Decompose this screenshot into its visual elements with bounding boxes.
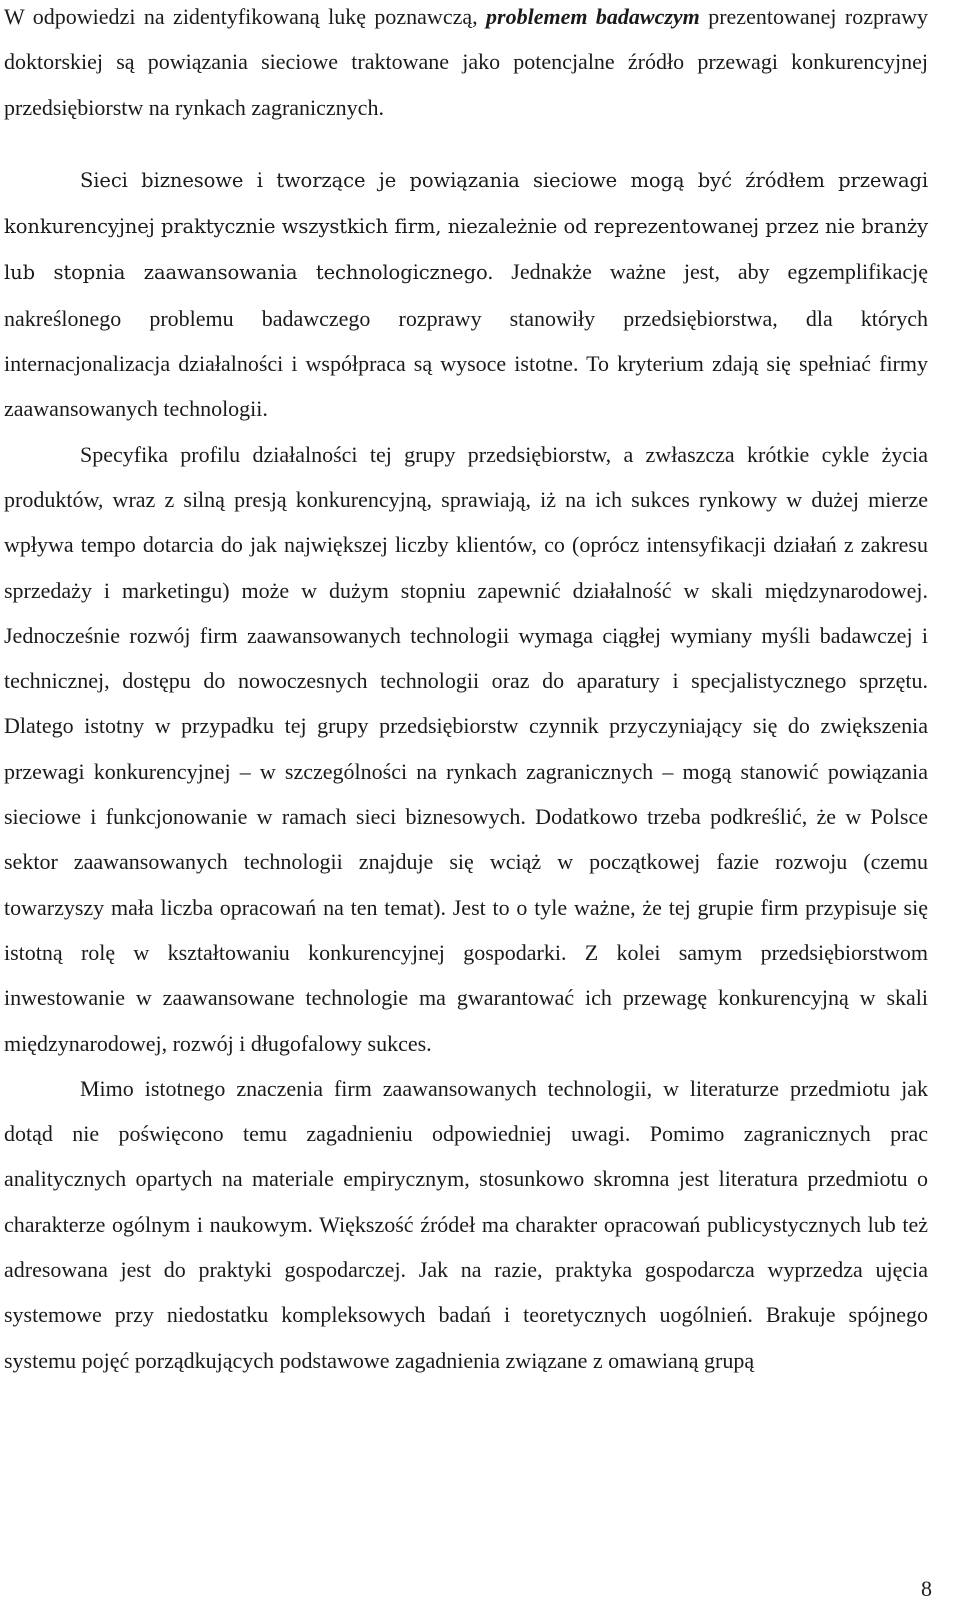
emphasized-term: problemem badawczym (486, 4, 700, 29)
paragraph-text: Jednakże ważne jest, aby egzemplifikację nakreślonego problemu badawczego rozprawy stanowiły przedsiębiorstwa, dla których internacjonalizacja działalności i współpraca są wysoce istotne. To kryterium zdają się spełniać firmy zaawansowanych technologii. (4, 259, 929, 422)
paragraph-literature-gap: Mimo istotnego znaczenia firm zaawansowanych technologii, w literaturze przedmiotu jak dotąd nie poświęcono temu zagadnieniu odpowiedniej uwagi. Pomimo zagranicznych prac analitycznych opartych na materiale empirycznym, stosunkowo skromna jest literatura przedmiotu o charakterze ogólnym i naukowym. Większość źródeł ma charakter opracowań publicystycznych lub też adresowana jest do praktyki gospodarczej. Jak na razie, praktyka gospodarcza wyprzedza ujęcia systemowe przy niedostatku kompleksowych badań i teoretycznych uogólnień. Brakuje spójnego systemu pojęć porządkujących podstawowe zagadnienia związane z omawianą grupą (4, 1075, 928, 1373)
page-number: 8 (921, 1576, 932, 1601)
paragraph-research-problem (4, 0, 928, 130)
document-page (4, 0, 928, 1383)
paragraph-text: W odpowiedzi na zidentyfikowaną lukę poznawczą, (4, 4, 487, 29)
paragraph-text: prezentowanej rozprawy doktorskiej są powiązania sieciowe traktowane jako potencjalne źródło przewagi konkurencyjnej przedsiębiorstw na rynkach zagranicznych. (4, 4, 928, 120)
paragraph-business-networks (4, 157, 928, 432)
paragraph-high-tech-specifics: Specyfika profilu działalności tej grupy przedsiębiorstw, a zwłaszcza krótkie cykle życia produktów, wraz z silną presją konkurencyjną, sprawiają, iż na ich sukces rynkowy w dużej mierze wpływa tempo dotarcia do jak największej liczby klientów, co (oprócz intensyfikacji działań z zakresu sprzedaży i marketingu) może w dużym stopniu zapewnić działalność w skali międzynarodowej. Jednocześnie rozwój firm zaawansowanych technologii wymaga ciągłej wymiany myśli badawczej i technicznej, dostępu do nowoczesnych technologii oraz do aparatury i specjalistycznego sprzętu. Dlatego istotny w przypadku tej grupy przedsiębiorstw czynnik przyczyniający się do zwiększenia przewagi konkurencyjnej – w szczególności na rynkach zagranicznych – mogą stanowić powiązania sieciowe i funkcjonowanie w ramach sieci biznesowych. Dodatkowo trzeba podkreślić, że w Polsce sektor zaawansowanych technologii znajduje się wciąż w początkowej fazie rozwoju (czemu towarzyszy mała liczba opracowań na ten temat). Jest to o tyle ważne, że tej grupie firm przypisuje się istotną rolę w kształtowaniu konkurencyjnej gospodarki. Z kolei samym przedsiębiorstwom inwestowanie w zaawansowane technologie ma gwarantować ich przewagę konkurencyjną w skali międzynarodowej, rozwój i długofalowy sukces. (4, 441, 928, 1056)
paragraph-text-sans: Sieci biznesowe i tworzące je powiązania sieciowe mogą być źródłem przewagi konkurencyjnej praktycznie wszystkich firm, niezależnie od reprezentowanej przez nie branży lub stopnia zaawansowania technologicznego. (4, 168, 928, 285)
